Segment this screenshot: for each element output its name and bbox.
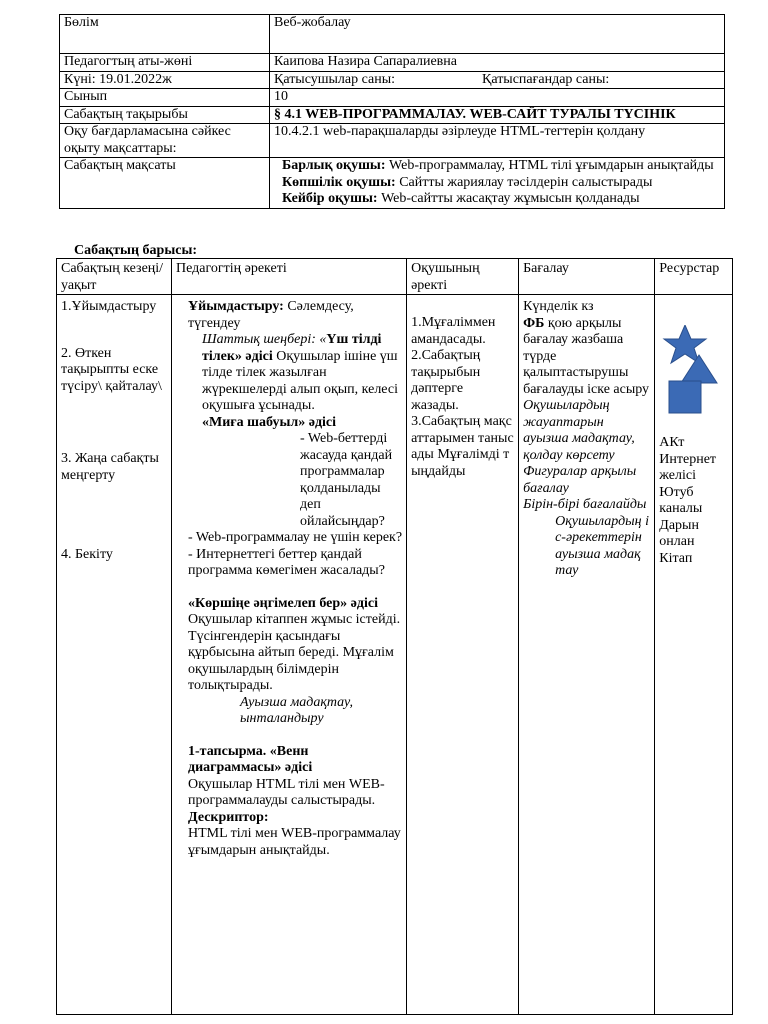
task-text: Оқушылар HTML тілі мен WEB-программалауды салыстырады. bbox=[188, 776, 385, 808]
praise-text bbox=[188, 695, 402, 728]
stage-new-topic: 3. Жаңа сабақты меңгерту bbox=[61, 451, 159, 483]
header-teacher: Педагогтің әрекеті bbox=[172, 259, 407, 295]
praise-italic: Ауызша мадақтау, ынталандыру bbox=[240, 694, 354, 726]
aim-most-label: Көпшілік оқушы: bbox=[282, 174, 396, 190]
assess-italic-2-text: Фигуралар арқылы бағалау bbox=[523, 464, 637, 496]
task-title bbox=[188, 744, 402, 777]
question-3: - Интернеттегі беттер қандай программа көмегімен жасалады? bbox=[188, 546, 385, 578]
assessment-shapes bbox=[659, 325, 728, 435]
class-value: 10 bbox=[270, 89, 725, 107]
assess-italic-4-text: Оқушылардың іс-әрекеттерін ауызша мадақтау bbox=[555, 513, 649, 578]
aim-some-text: Web-сайтты жасақтау жұмысын қолданады bbox=[377, 191, 640, 206]
descriptor-text: HTML тілі мен WEB-программалау ұғымдарын анықтайды. bbox=[188, 826, 401, 858]
org-label: Ұйымдастыру: bbox=[188, 299, 284, 314]
section-label: Бөлім bbox=[60, 15, 270, 54]
aim-some bbox=[282, 191, 720, 208]
neighbor-title bbox=[188, 596, 402, 613]
goals-label: Оқу бағдарламасына сәйкес оқыту мақсаттары: bbox=[60, 124, 270, 158]
square-icon bbox=[669, 381, 701, 413]
aim-most bbox=[282, 175, 720, 192]
absent-count: Қатыспағандар саны: bbox=[478, 71, 725, 89]
lesson-progress-table bbox=[56, 258, 733, 1015]
assess-line-2-text: қою арқылы бағалау жазбаша түрде қалыптастырушы бағалауды іске асыру bbox=[523, 315, 650, 397]
neighbor-text: Оқушылар кітаппен жұмыс істейді. Түсінгендерін қасындағы құрбысына айтып береді. Мұғалім оқушылардың білімдерін толықтырады. bbox=[188, 612, 401, 693]
question-2: - Web-программалау не үшін керек? bbox=[188, 530, 403, 545]
header-resources: Ресурстар bbox=[655, 259, 733, 295]
student-action-2: 2.Сабақтың тақырыбын дәптерге жазады. bbox=[411, 348, 481, 413]
task-label: 1-тапсырма. «Венн диаграммасы» әдісі bbox=[188, 743, 313, 775]
student-action-3: 3.Сабақтың мақсаттарымен танысады Мұғалімді тыңдайды bbox=[411, 414, 514, 479]
stages-cell bbox=[57, 295, 172, 1015]
org-text: Сәлемдесу, түгендеу bbox=[188, 299, 354, 331]
aim-value bbox=[270, 158, 725, 209]
descriptor-label: Дескриптор: bbox=[188, 809, 269, 825]
aim-some-label: Кейбір оқушы: bbox=[282, 191, 378, 206]
topic-value: § 4.1 WEB-ПРОГРАММАЛАУ. WEB-САЙТ ТУРАЛЫ ТҮСІНІК bbox=[270, 106, 725, 124]
header-assess: Бағалау bbox=[519, 259, 655, 295]
assess-line-1: Күнделік кз bbox=[523, 299, 594, 314]
topic-label: Сабақтың тақырыбы bbox=[60, 106, 270, 124]
aim-all-text: Web-программалау, HTML тілі ұғымдарын анықтайды bbox=[385, 158, 714, 173]
circle-paragraph bbox=[188, 332, 402, 415]
assess-italic-3 bbox=[523, 497, 650, 514]
triangle-icon bbox=[681, 355, 717, 383]
aim-all-label: Барлық оқушы: bbox=[282, 158, 386, 173]
question-1: - Web-беттерді жасауда қандай программалар қолданылады деп ойлайсыңдар? bbox=[300, 431, 393, 529]
assess-italic-4 bbox=[523, 514, 650, 580]
org-paragraph bbox=[188, 299, 402, 332]
goals-value: 10.4.2.1 web-парақшаларды әзірлеуде HTML-тегтерін қолдану bbox=[270, 124, 725, 158]
section-value: Веб-жобалау bbox=[270, 15, 725, 54]
teacher-value: Каипова Назира Сапаралиевна bbox=[270, 54, 725, 72]
student-action-1: 1.Мұғаліммен амандасады. bbox=[411, 315, 496, 347]
teacher-cell bbox=[172, 295, 407, 1015]
assess-line-2 bbox=[523, 316, 650, 399]
circle-method: Үш тілді тілек» әдісі bbox=[202, 332, 382, 364]
aim-label: Сабақтың мақсаты bbox=[60, 158, 270, 209]
assessment-cell bbox=[519, 295, 655, 1015]
stage-review: 2. Өткен тақырыпты еске түсіру\ қайталау\ bbox=[61, 345, 162, 394]
assess-fb: ФБ bbox=[523, 315, 545, 331]
shapes-image bbox=[659, 325, 725, 435]
circle-italic: Шаттық шеңбері: « bbox=[202, 332, 327, 347]
header-stage: Сабақтың кезеңі/ уақыт bbox=[57, 259, 172, 295]
class-label: Сынып bbox=[60, 89, 270, 107]
stage-consolidation: 4. Бекіту bbox=[61, 547, 113, 562]
present-count: Қатысушылар саны: bbox=[270, 71, 479, 89]
teacher-label: Педагогтың аты-жөні bbox=[60, 54, 270, 72]
header-student: Оқушының әректі bbox=[407, 259, 519, 295]
aim-most-text: Сайтты жариялау тәсілдерін салыстырады bbox=[395, 174, 653, 190]
assess-italic-3-text: Бірін-бірі бағалайды bbox=[523, 497, 647, 512]
lesson-info-table bbox=[59, 14, 725, 209]
resources-cell bbox=[655, 295, 733, 1015]
resources-text: АКт Интернет желісі Ютуб каналы Дарын онлан Кітап bbox=[659, 435, 717, 566]
student-cell bbox=[407, 295, 519, 1015]
assess-italic-2 bbox=[523, 464, 650, 497]
circle-text: Оқушылар ішіне үш тілде тілек жазылған жүрекшелерді алып оқып, келесі оқушыға ұсынады. bbox=[202, 348, 398, 413]
date-cell: Күні: 19.01.2022ж bbox=[60, 71, 270, 89]
brainstorm-title bbox=[188, 415, 402, 432]
assess-italic-1 bbox=[523, 398, 650, 464]
brainstorm-label: «Миға шабуыл» әдісі bbox=[202, 414, 337, 430]
progress-title: Сабақтың барысы: bbox=[74, 243, 198, 258]
neighbor-label: «Көршіңе әңгімелеп бер» әдісі bbox=[188, 595, 378, 611]
stage-organization: 1.Ұйымдастыру bbox=[61, 299, 157, 314]
descriptor-title bbox=[188, 810, 402, 827]
assess-italic-1-text: Оқушылардың жауаптарын ауызша мадақтау, қолдау көрсету bbox=[523, 398, 635, 463]
aim-all bbox=[282, 158, 720, 175]
